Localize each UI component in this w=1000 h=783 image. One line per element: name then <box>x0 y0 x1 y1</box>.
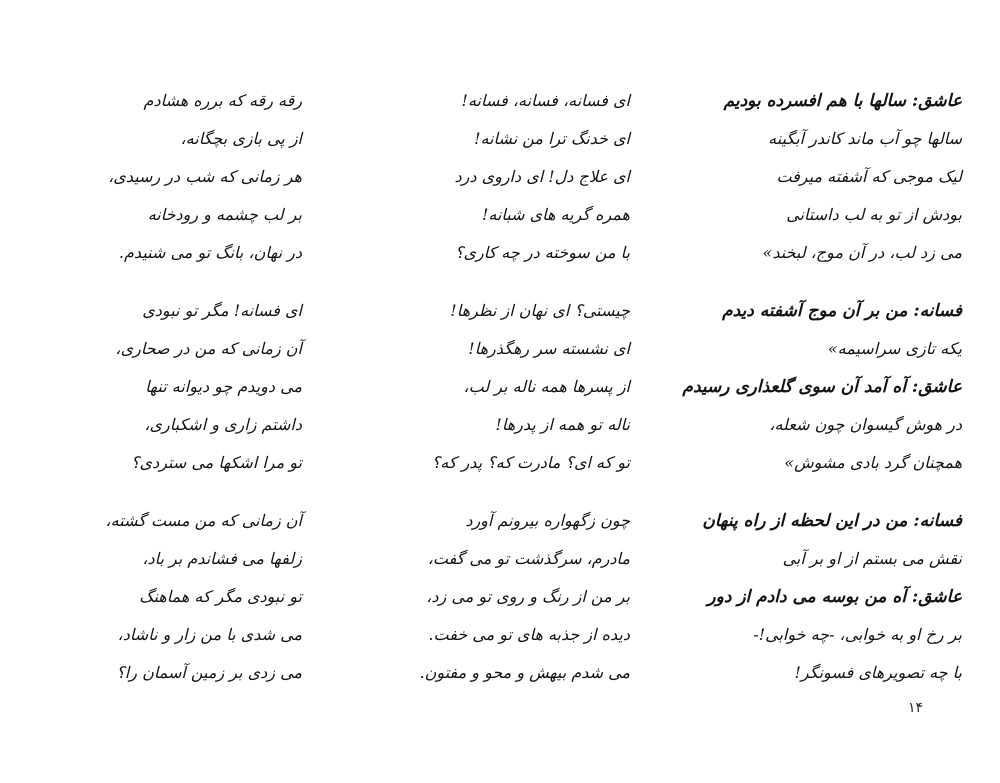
poem-line: نقش می بستم از او بر آبی <box>782 549 962 568</box>
page-number: ۱۴ <box>908 700 924 716</box>
stanza-gap <box>662 272 962 292</box>
poem-line: بر من از رنگ و روی تو می زد، <box>426 587 630 606</box>
poem-line: داشتم زاری و اشکباری، <box>144 415 302 434</box>
stanza-gap <box>40 272 302 292</box>
poem-line: ای نشسته سر رهگذرها! <box>468 339 630 358</box>
poem-line: ای فسانه، فسانه، فسانه! <box>461 91 630 110</box>
poem-line: عاشق: سالها با هم افسرده بودیم <box>723 91 962 111</box>
poem-column-middle <box>370 82 630 692</box>
poem-line: ناله تو همه از پدرها! <box>495 415 630 434</box>
poem-line: با چه تصویرهای فسونگر! <box>794 663 962 682</box>
poem-line: ای علاج دل! ای داروی درد <box>454 167 630 186</box>
poem-line: می زد لب، در آن موج، لبخند» <box>762 243 962 262</box>
poem-line: تو نبودی مگر که هماهنگ <box>139 587 302 606</box>
poem-line: چیستی؟ ای نهان از نظرها! <box>450 301 630 320</box>
poem-line: سالها چو آب ماند کاندر آبگینه <box>768 129 962 148</box>
poem-line: یکه تازی سراسیمه» <box>827 339 962 358</box>
poem-line: لیک موجی که آشفته میرفت <box>776 167 962 186</box>
poem-column-left <box>40 82 302 692</box>
poem-line: فسانه: من بر آن موج آشفته دیدم <box>722 301 962 321</box>
poem-line: می دویدم چو دیوانه تنها <box>145 377 302 396</box>
poem-line: دیده از جذبه های تو می خفت. <box>428 625 630 644</box>
poem-line: همچنان گرد بادی مشوش» <box>784 453 962 472</box>
poem-line: بر لب چشمه و رودخانه <box>147 205 302 224</box>
poem-line: با من سوخته در چه کاری؟ <box>454 243 630 262</box>
poem-line: ای فسانه! مگر تو نبودی <box>142 301 302 320</box>
poem-line: آن زمانی که من مست گشته، <box>105 511 302 530</box>
poem-line: در نهان، بانگ تو می شنیدم. <box>118 243 302 262</box>
poem-line: زلفها می فشاندم بر باد، <box>142 549 302 568</box>
poem-line: بودش از تو به لب داستانی <box>786 205 962 224</box>
stanza-gap <box>662 482 962 502</box>
poem-line: هر زمانی که شب در رسیدی، <box>108 167 302 186</box>
stanza-gap <box>370 482 630 502</box>
poem-line: از پی بازی بچگانه، <box>180 129 302 148</box>
stanza-gap <box>40 482 302 502</box>
poem-line: می زدی بر زمین آسمان را؟ <box>116 663 302 682</box>
poem-line: همره گریه های شبانه! <box>481 205 630 224</box>
poem-line: چون زگهواره بیرونم آورد <box>465 511 630 530</box>
poem-line: مادرم، سرگذشت تو می گفت، <box>427 549 630 568</box>
poem-line: تو که ای؟ مادرت که؟ پدر که؟ <box>431 453 630 472</box>
poem-line: می شدم بیهش و محو و مفتون. <box>419 663 630 682</box>
poem-line: فسانه: من در این لحظه از راه پنهان <box>702 511 962 531</box>
poem-line: عاشق: آه من بوسه می دادم از دور <box>707 587 962 607</box>
poem-line: در هوش گیسوان چون شعله، <box>769 415 962 434</box>
poem-line: می شدی با من زار و ناشاد، <box>117 625 302 644</box>
poem-line: از پسرها همه ناله بر لب، <box>463 377 630 396</box>
poem-line: آن زمانی که من در صحاری، <box>115 339 302 358</box>
poem-line: ای خدنگ ترا من نشانه! <box>474 129 630 148</box>
poem-line: رقه رقه که برره هشادم <box>143 91 302 110</box>
stanza-gap <box>370 272 630 292</box>
poem-line: عاشق: آه آمد آن سوی گلعذاری رسیدم <box>682 377 962 397</box>
poem-column-right <box>662 82 962 692</box>
poem-line: تو مرا اشکها می ستردی؟ <box>131 453 302 472</box>
poem-line: بر رخ او به خوابی، -چه خوابی!- <box>753 625 962 644</box>
